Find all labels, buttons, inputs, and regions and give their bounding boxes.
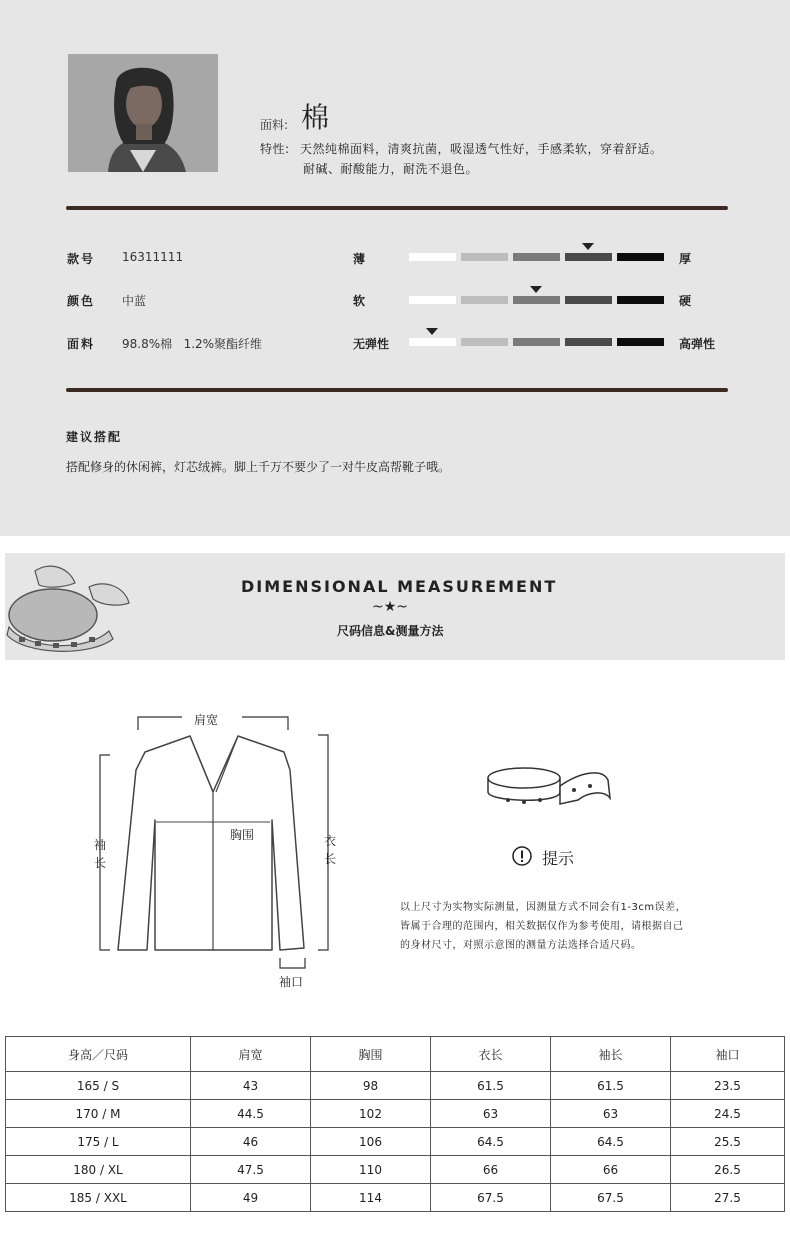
tip-text-line2: 皆属于合理的范围内，相关数据仅作为参考使用，请根据自己 bbox=[400, 921, 684, 932]
scale-segment bbox=[461, 296, 508, 304]
table-cell: 47.5 bbox=[191, 1156, 311, 1184]
table-cell: 66 bbox=[431, 1156, 551, 1184]
table-cell: 170 / M bbox=[6, 1100, 191, 1128]
softness-scale-right-label: 硬 bbox=[679, 294, 692, 308]
table-header-row bbox=[6, 1037, 785, 1072]
table-cell: 185 / XXL bbox=[6, 1184, 191, 1212]
table-row bbox=[6, 1156, 785, 1184]
table-cell: 175 / L bbox=[6, 1128, 191, 1156]
spec-color-label: 颜色 bbox=[67, 294, 96, 308]
table-cell: 64.5 bbox=[551, 1128, 671, 1156]
hands-measuring-illustration bbox=[5, 557, 133, 657]
table-cell: 49 bbox=[191, 1184, 311, 1212]
scale-level-marker bbox=[530, 286, 542, 293]
header-sleeve: 袖长 bbox=[551, 1037, 671, 1072]
sleeve-length-label-1: 袖 bbox=[94, 838, 107, 852]
table-cell: 43 bbox=[191, 1072, 311, 1100]
thickness-scale-left-label: 薄 bbox=[353, 252, 366, 266]
table-cell: 61.5 bbox=[551, 1072, 671, 1100]
table-cell: 67.5 bbox=[431, 1184, 551, 1212]
table-cell: 110 bbox=[311, 1156, 431, 1184]
softness-scale-left-label: 软 bbox=[353, 294, 366, 308]
table-cell: 67.5 bbox=[551, 1184, 671, 1212]
table-cell: 66 bbox=[551, 1156, 671, 1184]
table-cell: 25.5 bbox=[671, 1128, 785, 1156]
table-cell: 64.5 bbox=[431, 1128, 551, 1156]
table-cell: 165 / S bbox=[6, 1072, 191, 1100]
scale-segment bbox=[617, 338, 664, 346]
spec-style-no-label: 款号 bbox=[67, 252, 96, 266]
header-chest: 胸围 bbox=[311, 1037, 431, 1072]
spec-fabric-value: 98.8%棉 1.2%聚酯纤维 bbox=[122, 337, 263, 351]
feature-text-line1: 天然纯棉面料，清爽抗菌，吸湿透气性好，手感柔软，穿着舒适。 bbox=[300, 142, 663, 156]
header-length: 衣长 bbox=[431, 1037, 551, 1072]
table-cell: 24.5 bbox=[671, 1100, 785, 1128]
scale-segment bbox=[409, 296, 456, 304]
tip-title: 提示 bbox=[542, 849, 575, 868]
table-cell: 98 bbox=[311, 1072, 431, 1100]
table-cell: 102 bbox=[311, 1100, 431, 1128]
table-cell: 114 bbox=[311, 1184, 431, 1212]
table-row bbox=[6, 1128, 785, 1156]
header-shoulder: 肩宽 bbox=[191, 1037, 311, 1072]
banner-subtitle: 尺码信息&测量方法 bbox=[337, 624, 444, 638]
table-cell: 23.5 bbox=[671, 1072, 785, 1100]
banner-title: DIMENSIONAL MEASUREMENT bbox=[241, 577, 558, 596]
product-info-panel bbox=[0, 0, 790, 536]
table-cell: 63 bbox=[431, 1100, 551, 1128]
tape-measure-icon bbox=[484, 762, 614, 818]
scale-segment bbox=[513, 338, 560, 346]
tip-text-line3: 的身材尺寸，对照示意图的测量方法选择合适尺码。 bbox=[400, 940, 642, 951]
scale-segment bbox=[513, 296, 560, 304]
exclamation-circle-icon bbox=[512, 846, 532, 866]
scale-segment bbox=[513, 253, 560, 261]
scale-level-marker bbox=[426, 328, 438, 335]
scale-segment bbox=[617, 296, 664, 304]
scale-segment bbox=[565, 296, 612, 304]
tip-text-line1: 以上尺寸为实物实际测量，因测量方式不同会有1-3cm误差， bbox=[400, 902, 687, 913]
scale-segment bbox=[409, 338, 456, 346]
body-length-label-2: 长 bbox=[324, 852, 337, 866]
spec-style-no-value: 16311111 bbox=[122, 250, 184, 264]
elasticity-scale-left-label: 无弹性 bbox=[353, 337, 390, 351]
spec-color-value: 中蓝 bbox=[122, 294, 147, 308]
scale-segment bbox=[461, 253, 508, 261]
table-cell: 61.5 bbox=[431, 1072, 551, 1100]
size-table bbox=[5, 1036, 785, 1212]
header-height-size: 身高／尺码 bbox=[6, 1037, 191, 1072]
feature-text-line2: 耐碱、耐酸能力，耐洗不退色。 bbox=[303, 162, 479, 176]
suggestion-text: 搭配修身的休闲裤，灯芯绒裤。脚上千万不要少了一对牛皮高帮靴子哦。 bbox=[66, 460, 451, 474]
table-cell: 106 bbox=[311, 1128, 431, 1156]
table-cell: 27.5 bbox=[671, 1184, 785, 1212]
suggestion-title: 建议搭配 bbox=[66, 430, 123, 444]
divider-brush-stroke bbox=[66, 206, 728, 210]
divider-brush-stroke-2 bbox=[66, 388, 728, 392]
jacket-measurement-diagram bbox=[90, 700, 350, 1000]
table-cell: 63 bbox=[551, 1100, 671, 1128]
table-row bbox=[6, 1184, 785, 1212]
table-cell: 180 / XL bbox=[6, 1156, 191, 1184]
sleeve-length-label-2: 长 bbox=[94, 856, 107, 870]
scale-segment bbox=[565, 253, 612, 261]
chest-label: 胸围 bbox=[230, 828, 255, 842]
scale-segment bbox=[461, 338, 508, 346]
dimensional-measurement-banner bbox=[5, 553, 785, 660]
header-cuff: 袖口 bbox=[671, 1037, 785, 1072]
fabric-label: 面料: bbox=[260, 118, 289, 132]
spec-fabric-label: 面料 bbox=[67, 337, 96, 351]
shoulder-width-label: 肩宽 bbox=[194, 713, 219, 727]
table-row bbox=[6, 1100, 785, 1128]
scale-segment bbox=[565, 338, 612, 346]
thickness-scale-right-label: 厚 bbox=[679, 252, 692, 266]
table-row bbox=[6, 1072, 785, 1100]
star-ornament: ~★~ bbox=[372, 599, 409, 615]
table-cell: 26.5 bbox=[671, 1156, 785, 1184]
elasticity-scale-right-label: 高弹性 bbox=[679, 337, 716, 351]
scale-segment bbox=[617, 253, 664, 261]
model-portrait-image bbox=[68, 54, 218, 172]
table-cell: 44.5 bbox=[191, 1100, 311, 1128]
scale-level-marker bbox=[582, 243, 594, 250]
table-cell: 46 bbox=[191, 1128, 311, 1156]
fabric-value: 棉 bbox=[301, 101, 330, 134]
cuff-label: 袖口 bbox=[279, 975, 304, 989]
body-length-label-1: 衣 bbox=[324, 834, 337, 848]
feature-label: 特性: bbox=[260, 142, 290, 156]
scale-segment bbox=[409, 253, 456, 261]
